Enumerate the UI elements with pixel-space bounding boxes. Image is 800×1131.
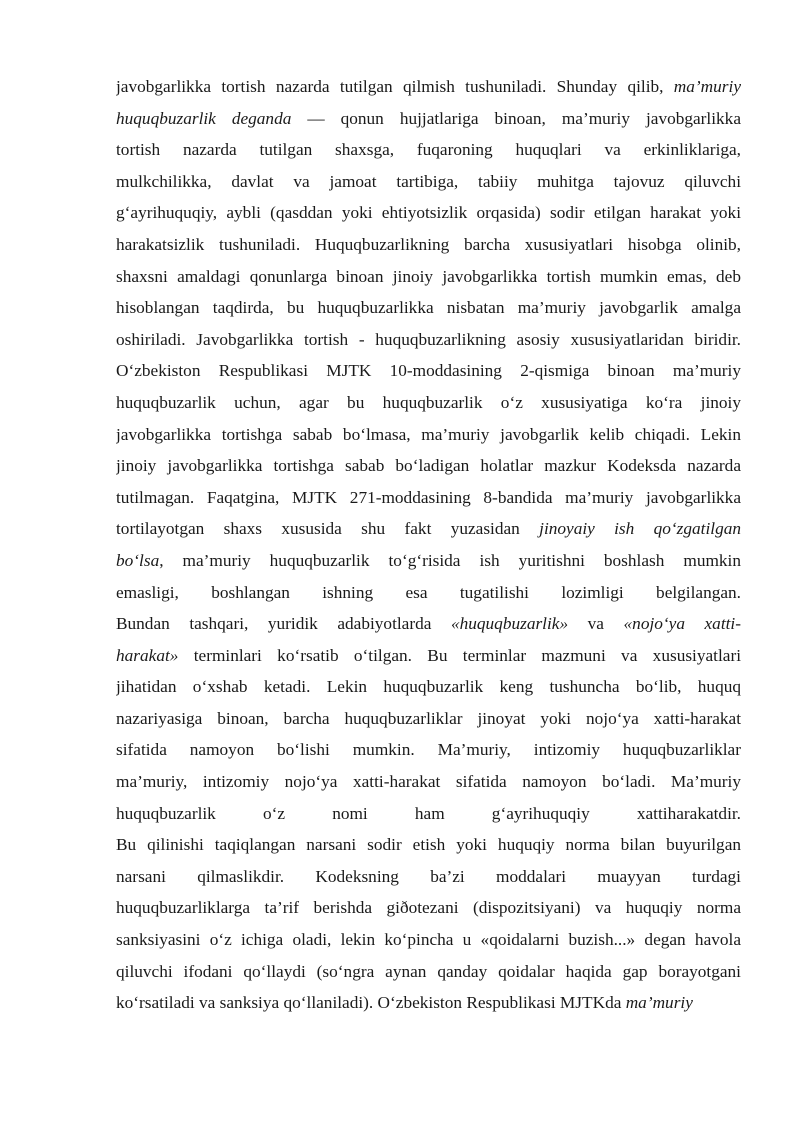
text-segment: huquqbuzarlik o‘z nomi ham g‘ayrihuquqiy xattiharakatdir. xyxy=(116,803,741,823)
text-segment: sifatida namoyon bo‘lishi mumkin. Ma’muriy, intizomiy huquqbuzarliklar xyxy=(116,740,741,760)
body-text xyxy=(116,71,741,1019)
text-segment: ko‘rsatiladi va sanksiya qo‘llaniladi). O‘zbekiston Respublikasi MJTKda xyxy=(116,993,626,1013)
text-segment: O‘zbekiston Respublikasi MJTK 10-moddasining 2-qismiga binoan ma’muriy xyxy=(116,361,741,381)
text-segment: javobgarlikka tortish nazarda tutilgan qilmish tushuniladi. Shunday qilib, xyxy=(116,77,674,96)
italic-text: «huquqbuzarlik» xyxy=(450,614,569,634)
text-line xyxy=(116,956,741,988)
text-line xyxy=(116,924,741,956)
italic-text: huquqbuzarlik deganda xyxy=(116,108,292,128)
text-segment: sanksiyasini o‘z ichiga oladi, lekin ko‘pincha u «qoidalarni buzish...» degan havola xyxy=(116,930,741,950)
text-segment: terminlari ko‘rsatib o‘tilgan. Bu terminlar mazmuni va xususiyatlari xyxy=(178,645,741,665)
italic-text: bo‘lsa xyxy=(116,550,160,570)
text-line xyxy=(116,261,741,293)
text-line xyxy=(116,829,741,861)
text-line xyxy=(116,608,741,640)
text-line xyxy=(116,134,741,166)
text-line xyxy=(116,734,741,766)
text-segment: javobgarlikka tortishga sabab bo‘lmasa, ma’muriy javobgarlik kelib chiqadi. Lekin xyxy=(116,424,741,444)
text-line xyxy=(116,671,741,703)
text-line xyxy=(116,292,741,324)
italic-text: jinoyaiy ish qo‘zgatilgan xyxy=(539,519,741,539)
text-segment: va xyxy=(568,614,624,634)
text-line xyxy=(116,766,741,798)
italic-text: harakat» xyxy=(116,645,179,665)
text-line xyxy=(116,355,741,387)
text-line xyxy=(116,892,741,924)
text-line xyxy=(116,197,741,229)
text-segment: tortilayotgan shaxs xususida shu fakt yuzasidan xyxy=(116,519,540,539)
text-line xyxy=(116,513,741,545)
italic-text: ma’muriy xyxy=(625,993,693,1013)
text-segment: nazariyasiga binoan, barcha huquqbuzarliklar jinoyat yoki nojo‘ya xatti-harakat xyxy=(116,708,741,728)
text-line xyxy=(116,71,741,103)
text-segment: narsani qilmaslikdir. Kodeksning ba’zi moddalari muayyan turdagi xyxy=(116,866,741,886)
text-line xyxy=(116,419,741,451)
text-segment: harakatsizlik tushuniladi. Huquqbuzarlikning barcha xususiyatlari hisobga olinib, xyxy=(116,234,741,254)
text-line xyxy=(116,640,741,672)
text-line xyxy=(116,577,741,609)
text-line xyxy=(116,987,741,1019)
text-segment: jihatidan o‘xshab ketadi. Lekin huquqbuzarlik keng tushuncha bo‘lib, huquq xyxy=(116,677,741,697)
text-segment: tortish nazarda tutilgan shaxsga, fuqaroning huquqlari va erkinliklariga, xyxy=(116,140,741,160)
text-segment: Bundan tashqari, yuridik adabiyotlarda xyxy=(116,614,451,634)
text-segment: mulkchilikka, davlat va jamoat tartibiga, tabiiy muhitga tajovuz qiluvchi xyxy=(116,171,741,191)
text-segment: huquqbuzarliklarga ta’rif berishda giðotezani (dispozitsiyani) va huquqiy norma xyxy=(116,898,741,918)
text-segment: g‘ayrihuquqiy, aybli (qasddan yoki ehtiyotsizlik orqasida) sodir etilgan harakat yoki xyxy=(116,203,741,223)
text-segment: emasligi, boshlangan ishning esa tugatilishi lozimligi belgilangan. xyxy=(116,582,741,602)
text-line xyxy=(116,324,741,356)
text-line xyxy=(116,703,741,735)
text-segment: shaxsni amaldagi qonunlarga binoan jinoiy javobgarlikka tortish mumkin emas, deb xyxy=(116,266,741,286)
text-line xyxy=(116,861,741,893)
text-segment: tutilmagan. Faqatgina, MJTK 271-moddasining 8-bandida ma’muriy javobgarlikka xyxy=(116,487,741,507)
text-segment: — qonun hujjatlariga binoan, ma’muriy javobgarlikka xyxy=(291,108,741,128)
italic-text: ma’muriy xyxy=(673,77,741,96)
text-line xyxy=(116,798,741,830)
italic-text: «nojo‘ya xatti- xyxy=(623,614,741,634)
text-segment: jinoiy javobgarlikka tortishga sabab bo‘ladigan holatlar mazkur Kodeksda nazarda xyxy=(116,456,741,476)
text-line xyxy=(116,166,741,198)
text-segment: oshiriladi. Javobgarlikka tortish - huquqbuzarlikning asosiy xususiyatlaridan biridir. xyxy=(116,329,741,349)
text-segment: huquqbuzarlik uchun, agar bu huquqbuzarlik o‘z xususiyatiga ko‘ra jinoiy xyxy=(116,392,741,412)
text-line xyxy=(116,229,741,261)
text-segment: , ma’muriy huquqbuzarlik to‘g‘risida ish yuritishni boshlash mumkin xyxy=(159,550,741,570)
text-segment: ma’muriy, intizomiy nojo‘ya xatti-harakat sifatida namoyon bo‘ladi. Ma’muriy xyxy=(116,772,741,792)
text-line xyxy=(116,545,741,577)
text-line xyxy=(116,387,741,419)
text-line xyxy=(116,103,741,135)
text-segment: qiluvchi ifodani qo‘llaydi (so‘ngra aynan qanday qoidalar haqida gap borayotgani xyxy=(116,961,741,981)
text-line xyxy=(116,482,741,514)
text-segment: hisoblangan taqdirda, bu huquqbuzarlikka nisbatan ma’muriy javobgarlik amalga xyxy=(116,298,741,318)
text-segment: Bu qilinishi taqiqlangan narsani sodir etish yoki huquqiy norma bilan buyurilgan xyxy=(116,835,741,855)
text-line xyxy=(116,450,741,482)
